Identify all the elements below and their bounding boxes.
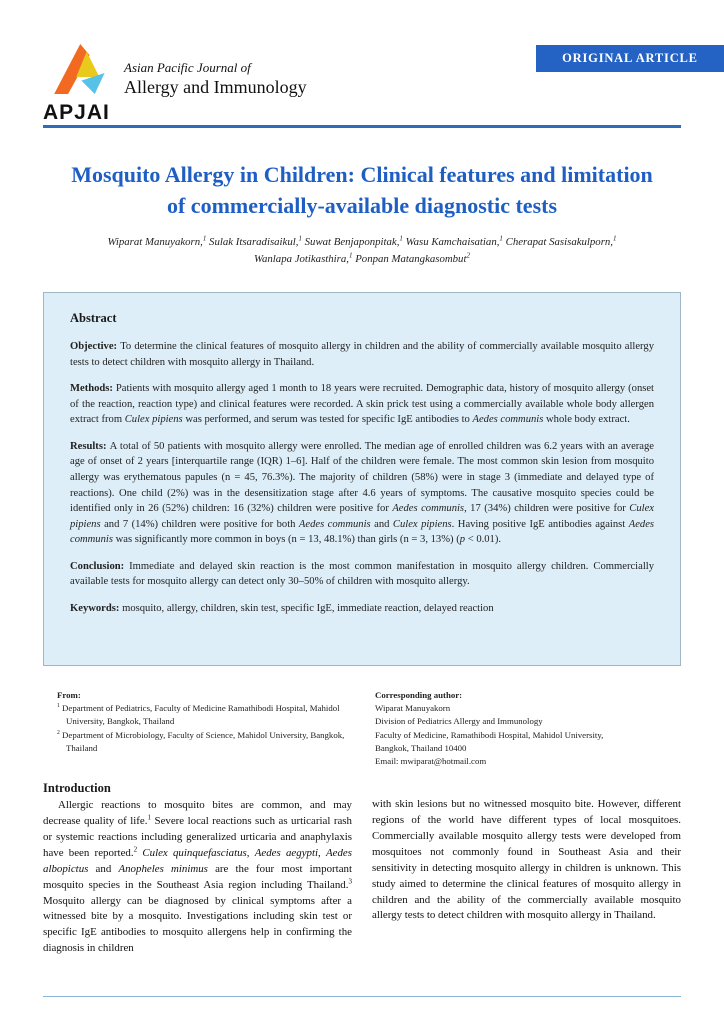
author-list-line1: Wiparat Manuyakorn,$^1$ Sulak Itsaradisaikul,$^1$ Suwat Benjaponpitak,$^1$ Wasu Kamchaisatian,$^1$ Cherapat Sasisakulporn,$^1$ (107, 234, 617, 248)
corresponding-author-email: Email: mwiparat@hotmail.com (375, 755, 487, 766)
header-divider (43, 125, 681, 128)
abstract-methods: Methods: Patients with mosquito allergy aged 1 month to 18 years were recruited. Demographic data, history of mosquito allergy (onset of the reaction, reaction type) and clinical features were recorded. A skin prick test using a commercially available whole body allergen extract from Culex pipiens was performed, and serum was tested for specific IgE antibodies to Aedes communis whole body extract. (70, 383, 655, 426)
introduction-column-right (372, 781, 681, 957)
introduction-paragraph-right: with skin lesions but no witnessed mosquito bite. However, different regions of the world have different types of local mosquitoes. Commercially available mosquito allergy tests were developed from mosquitoes not commonly found in Southeast Asia and their sensitivity in detecting mosquito allergy in children is unknown. This study aimed to determine the clinical features of mosquito allergy in children and the ability of the commercially available mosquito allergy tests to detect children with mosquito allergy in Thailand. (372, 798, 681, 922)
article-title-line1: Mosquito Allergy in Children: Clinical features and limitation (71, 162, 653, 187)
abstract-keywords: Keywords: mosquito, allergy, children, skin test, specific IgE, immediate reaction, delayed reaction (70, 602, 494, 614)
corresponding-author-name: Wiparat Manuyakorn (375, 703, 451, 714)
journal-name-line1: Asian Pacific Journal of (124, 60, 251, 75)
apjai-logo-icon (53, 38, 111, 100)
abstract-objective: Objective: To determine the clinical features of mosquito allergy in children and the ability of commercially available mosquito allergy tests to detect children with mosquito allergy in Thailand. (70, 341, 654, 368)
journal-logo (43, 38, 123, 125)
introduction-column-left (43, 781, 352, 957)
affiliation-item: $^2$ Department of Microbiology, Faculty of Science, Mahidol University, Bangkok, Thailand (57, 729, 345, 753)
front-matter (57, 689, 681, 768)
abstract-results: Results: A total of 50 patients with mosquito allergy were enrolled. The median age of enrolled children was 6.2 years with an average age of onset of 2 years [interquartile range (IQR) 1–6]. Half of the children were female. The most common skin lesion from mosquito allergy was erythematous papules (n = 45, 76.3%). The majority of children (58%) were in stage 3 (immediate and delayed type of reactions). One child (2%) was in the desensitization stage after 4.6 years of symptoms. The causative mosquito species could be identified only in 26 (52%) children: 16 (32%) children were positive for Aedes communis, 17 (34%) children were positive for Culex pipiens and 7 (14%) children were positive for both Aedes communis and Culex pipiens. Having positive IgE antibodies against Aedes communis was significantly more common in boys (n = 13, 48.1%) than girls (n = 3, 13%) (p < 0.01). (70, 440, 655, 546)
journal-name-line2: Allergy and Immunology (124, 77, 307, 97)
affiliation-item: $^1$ Department of Pediatrics, Faculty of Medicine Ramathibodi Hospital, Mahidol University, Bangkok, Thailand (57, 703, 340, 727)
from-label: From: (57, 690, 81, 700)
corresponding-author-block (375, 689, 681, 768)
abstract-conclusion: Conclusion: Immediate and delayed skin reaction is the most common manifestation in mosquito allergy children. Commercially available tests for mosquito allergy can detect only 30–50% of children with mosquito allergy. (70, 560, 655, 588)
author-list (55, 234, 669, 267)
footer-divider (43, 996, 681, 997)
logo-acronym: APJAI (43, 101, 110, 124)
affiliations-block (57, 689, 375, 768)
corresponding-author-city: Bangkok, Thailand 10400 (375, 742, 467, 753)
corresponding-author-division: Division of Pediatrics Allergy and Immunology (375, 716, 543, 727)
article-title (30, 160, 694, 222)
abstract-heading: Abstract (70, 311, 117, 325)
article-title-line2: of commercially-available diagnostic tests (166, 192, 558, 218)
corresponding-author-faculty: Faculty of Medicine, Ramathibodi Hospital, Mahidol University, (375, 729, 604, 740)
corresponding-author-label: Corresponding author: (375, 690, 463, 700)
introduction-section (43, 781, 681, 957)
introduction-paragraph-left: Allergic reactions to mosquito bites are common, and may decrease quality of life.$^1$ Severe local reactions such as urticarial rash or systemic reactions including generalized urticaria and anaphylaxis have been reported.$^2$ Culex quinquefasciatus, Aedes aegypti, Aedes albopictus and Anopheles minimus are the four most important mosquito species in the Southeast Asia region including Thailand.$^3$ Mosquito allergy can be diagnosed by clinical symptoms after a witnessed bite by a mosquito. Investigations including skin test or specific IgE antibodies to mosquito allergens help in confirming the diagnosis in children (43, 799, 353, 955)
introduction-heading: Introduction (43, 781, 111, 795)
abstract-box (43, 292, 681, 666)
author-list-line2: Wanlapa Jotikasthira,$^1$ Ponpan Matangkasombut$^2$ (254, 251, 470, 265)
journal-name (124, 60, 307, 98)
article-type-badge: ORIGINAL ARTICLE (536, 45, 724, 72)
